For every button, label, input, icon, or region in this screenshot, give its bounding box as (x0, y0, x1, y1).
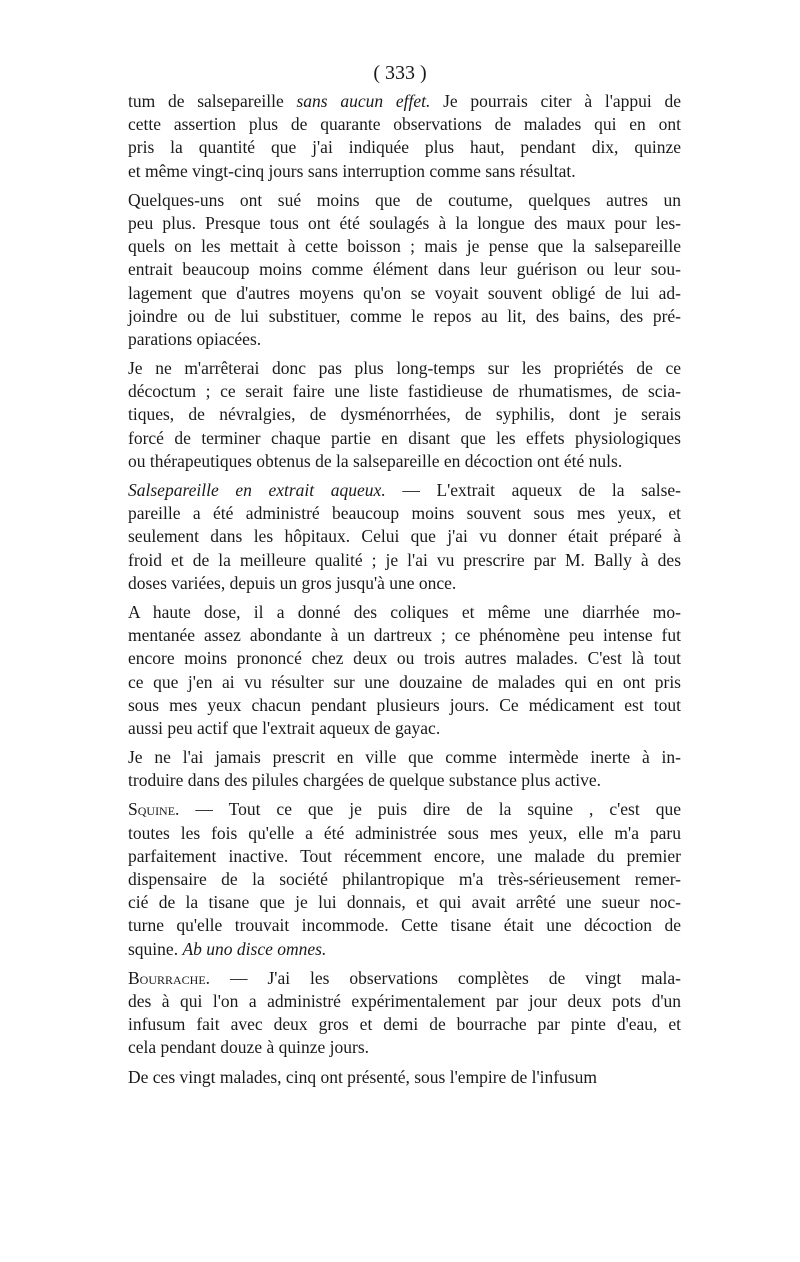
text-run: A haute dose, il a donné des coliques et même une diarrhée mo- (128, 601, 681, 622)
text-line (128, 427, 681, 450)
section-label: Bourrache. (128, 967, 211, 988)
body-text (128, 90, 681, 1095)
text-line (128, 746, 681, 769)
text-run: parfaitement inactive. Tout récemment encore, une malade du premier (128, 845, 681, 866)
text-line (128, 1036, 681, 1059)
text-line (128, 549, 681, 572)
text-run: tiques, de névralgies, de dysménorrhées, de syphilis, dont je serais (128, 404, 681, 425)
text-line (128, 189, 681, 212)
text-line (128, 967, 681, 990)
italic-text: Ab uno disce omnes. (182, 938, 327, 959)
text-run: squine. (128, 938, 183, 959)
text-run: dispensaire de la société philantropique m'a très-sérieusement remer- (128, 869, 681, 889)
paragraph (128, 1066, 681, 1089)
text-line (128, 525, 681, 548)
text-line (128, 328, 681, 351)
text-line (128, 601, 681, 624)
text-run: — Tout ce que je puis dire de la squine , c'est que (179, 799, 681, 820)
text-line (128, 694, 681, 717)
text-line (128, 502, 681, 525)
text-run: lagement que d'autres moyens qu'on se voyait souvent obligé de lui ad- (128, 282, 681, 303)
text-line (128, 305, 681, 328)
text-run: tum de salsepareille (128, 91, 297, 111)
text-run: De ces vingt malades, cinq ont présenté, sous l'empire de l'infusum (128, 1066, 597, 1087)
text-run: forcé de terminer chaque partie en disant que les effets physiologiques (128, 427, 681, 448)
text-run: parations opiacées. (128, 328, 262, 349)
text-line (128, 938, 681, 961)
text-line (128, 845, 681, 868)
page-number: ( 333 ) (373, 62, 427, 84)
text-run: encore moins prononcé chez deux ou trois autres malades. C'est là tout (128, 648, 681, 669)
text-line (128, 891, 681, 914)
text-run: cié de la tisane que je lui donnais, et qui avait arrêté une sueur noc- (128, 892, 681, 913)
text-line (128, 1013, 681, 1036)
text-run: toutes les fois qu'elle a été administrée sous mes yeux, elle m'a paru (128, 822, 681, 843)
text-run: cette assertion plus de quarante observations de malades qui en ont (128, 114, 681, 135)
text-line (128, 822, 681, 845)
text-run: entrait beaucoup moins comme élément dans leur guérison ou leur sou- (128, 259, 681, 280)
text-line (128, 624, 681, 647)
text-run: seulement dans les hôpitaux. Celui que j'ai vu donner était préparé à (128, 526, 681, 547)
text-line (128, 572, 681, 595)
text-line (128, 90, 681, 113)
text-run: peu plus. Presque tous ont été soulagés à la longue des maux pour les- (128, 212, 681, 233)
text-line (128, 868, 681, 891)
text-run: pareille a été administré beaucoup moins souvent sous mes yeux, et (128, 503, 681, 524)
text-line (128, 380, 681, 403)
text-line (128, 235, 681, 258)
italic-text: sans aucun effet. (296, 91, 431, 111)
paragraph (128, 798, 681, 960)
paragraph (128, 479, 681, 595)
text-run: Je ne l'ai jamais prescrit en ville que comme intermède inerte à in- (128, 747, 681, 768)
italic-text: Salsepareille en extrait aqueux. (128, 480, 386, 500)
text-run: des à qui l'on a administré expérimentalement par jour deux pots d'un (128, 990, 681, 1011)
section-label: Squine. (128, 799, 180, 820)
text-line (128, 1066, 681, 1089)
paragraph (128, 601, 681, 740)
text-run: Je ne m'arrêterai donc pas plus long-temps sur les propriétés de ce (128, 358, 681, 379)
text-run: quels on les mettait à cette boisson ; mais je pense que la salsepareille (128, 236, 681, 257)
text-run: froid et de la meilleure qualité ; je l'ai vu prescrire par M. Bally à des (128, 549, 681, 570)
text-line (128, 160, 681, 183)
text-line (128, 990, 681, 1013)
text-run: ce que j'en ai vu résulter sur une douzaine de malades qui en ont pris (128, 671, 681, 692)
text-line (128, 450, 681, 473)
text-line (128, 914, 681, 937)
text-line (128, 769, 681, 792)
text-line (128, 113, 681, 136)
text-line (128, 647, 681, 670)
text-line (128, 136, 681, 159)
text-line (128, 403, 681, 426)
text-line (128, 258, 681, 281)
paragraph (128, 189, 681, 351)
paragraph (128, 90, 681, 183)
text-run: décoctum ; ce serait faire une liste fastidieuse de rhumatismes, de scia- (128, 381, 681, 402)
text-run: doses variées, depuis un gros jusqu'à une once. (128, 572, 457, 593)
text-run: Je pourrais citer à l'appui de (430, 91, 681, 111)
text-line (128, 717, 681, 740)
text-run: — J'ai les observations complètes de vingt mala- (210, 967, 681, 988)
text-line (128, 282, 681, 305)
paragraph (128, 357, 681, 473)
text-line (128, 671, 681, 694)
text-run: turne qu'elle trouvait incommode. Cette tisane était une décoction de (128, 915, 681, 936)
text-run: et même vingt-cinq jours sans interruption comme sans résultat. (128, 160, 576, 181)
paragraph (128, 967, 681, 1060)
text-line (128, 479, 681, 502)
text-run: cela pendant douze à quinze jours. (128, 1037, 370, 1058)
text-line (128, 212, 681, 235)
text-run: troduire dans des pilules chargées de quelque substance plus active. (128, 770, 602, 791)
text-run: aussi peu actif que l'extrait aqueux de gayac. (128, 717, 441, 738)
text-line (128, 357, 681, 380)
text-run: pris la quantité que j'ai indiquée plus haut, pendant dix, quinze (128, 137, 681, 158)
text-line (128, 798, 681, 821)
text-run: ou thérapeutiques obtenus de la salsepareille en décoction ont été nuls. (128, 450, 623, 471)
text-run: joindre ou de lui substituer, comme le repos au lit, des bains, des pré- (128, 305, 681, 326)
paragraph (128, 746, 681, 792)
text-run: — L'extrait aqueux de la salse- (385, 480, 681, 500)
text-run: mentanée assez abondante à un dartreux ; ce phénomène peu intense fut (128, 625, 681, 646)
text-run: infusum fait avec deux gros et demi de bourrache par pinte d'eau, et (128, 1014, 681, 1035)
text-run: sous mes yeux chacun pendant plusieurs jours. Ce médicament est tout (128, 694, 681, 715)
text-run: Quelques-uns ont sué moins que de coutume, quelques autres un (128, 189, 681, 210)
